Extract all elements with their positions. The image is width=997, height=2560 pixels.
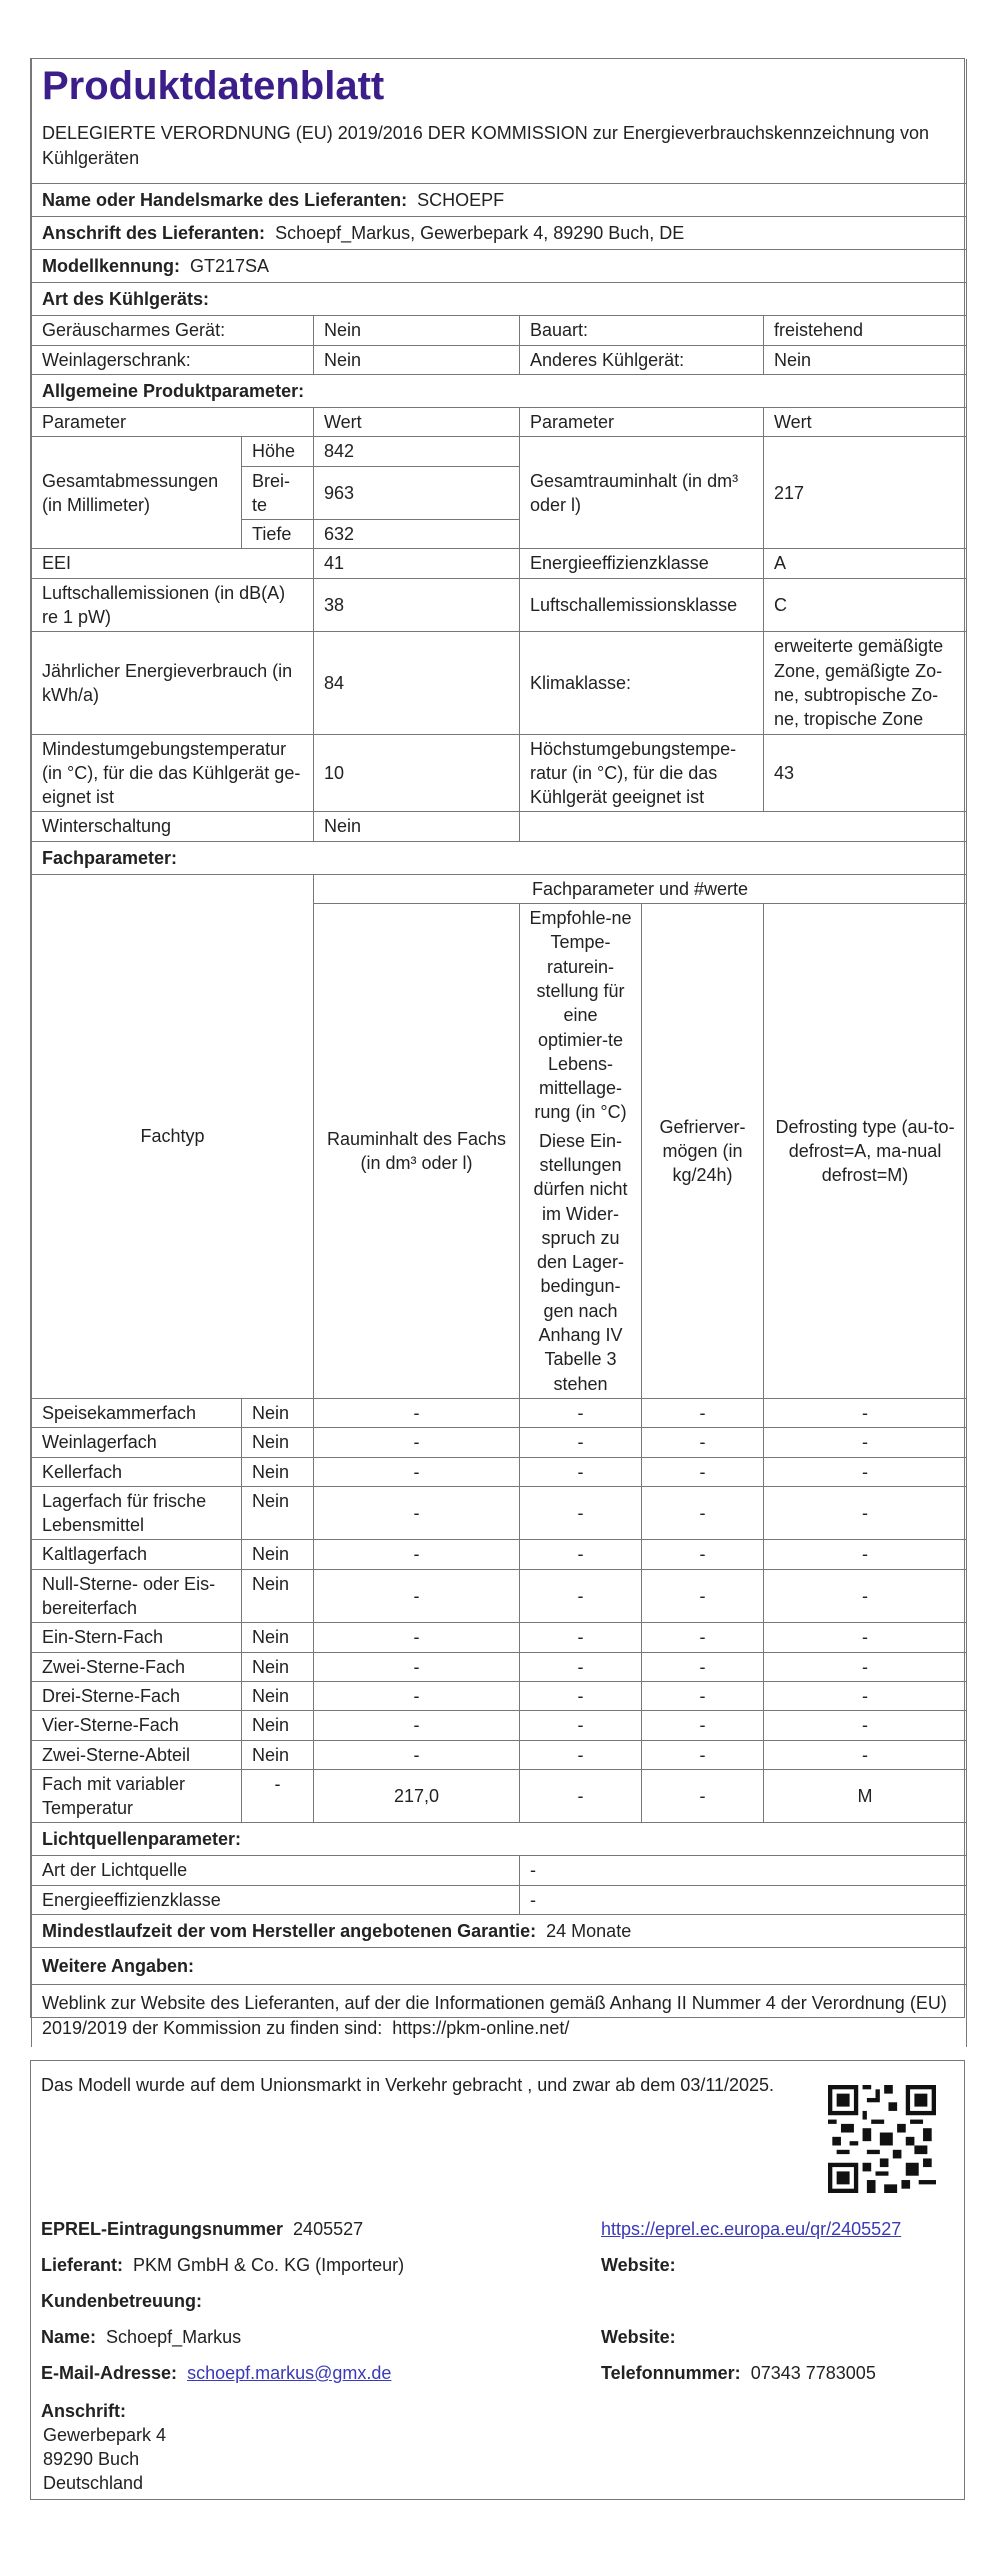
phone-row: Telefonnummer: 07343 7783005 <box>601 2363 876 2383</box>
compartment-temp-header-text: Empfohle-ne Tempe-raturein-stellung für eine optimier-te Lebens-mittellage-rung (in °C) <box>529 908 632 1123</box>
compartment-volume: - <box>314 1681 520 1710</box>
warranty-value: 24 Monate <box>546 1920 632 1941</box>
depth-value: 632 <box>314 520 520 549</box>
compartment-temp: - <box>520 1457 642 1486</box>
compartment-defrost: - <box>764 1652 967 1681</box>
device-type-heading: Art des Kühlgeräts: <box>32 283 967 316</box>
compartment-name: Lagerfach für frische Lebensmittel <box>32 1486 242 1540</box>
general-heading: Allgemeine Produktparameter: <box>32 374 967 407</box>
min-temp-label: Mindestumgebungstemperatur (in °C), für die das Kühlgerät ge-eignet ist <box>32 734 314 812</box>
compartment-freeze: - <box>642 1711 764 1740</box>
compartment-present: Nein <box>242 1428 314 1457</box>
contact-name: Schoepf_Markus <box>106 2327 242 2347</box>
height-label: Höhe <box>242 437 314 466</box>
lower-info-box <box>30 2060 965 2500</box>
design-value: freistehend <box>764 316 967 345</box>
table-row <box>32 1569 967 1623</box>
dimensions-label: Gesamtabmessungen (in Millimeter) <box>32 437 242 549</box>
compartment-temp: - <box>520 1398 642 1427</box>
compartment-defrost: - <box>764 1681 967 1710</box>
compartment-volume: - <box>314 1398 520 1427</box>
annual-energy-value: 84 <box>314 632 520 734</box>
light-heading: Lichtquellenparameter: <box>32 1823 967 1856</box>
compartment-defrost: - <box>764 1398 967 1427</box>
lower-supplier-row: Lieferant: PKM GmbH & Co. KG (Importeur) <box>41 2255 405 2275</box>
compartment-freeze: - <box>642 1486 764 1540</box>
page-subtitle: DELEGIERTE VERORDNUNG (EU) 2019/2016 DER KOMMISSION zur Energieverbrauchskennzeichnung von Kühlgeräten <box>42 123 930 169</box>
table-row <box>32 1740 967 1769</box>
compartment-volume: 217,0 <box>314 1769 520 1823</box>
width-value: 963 <box>314 466 520 520</box>
other-device-value: Nein <box>764 345 967 374</box>
compartment-present: Nein <box>242 1569 314 1623</box>
height-value: 842 <box>314 437 520 466</box>
compartment-defrost: - <box>764 1486 967 1540</box>
compartment-freeze: - <box>642 1740 764 1769</box>
compartment-present: Nein <box>242 1740 314 1769</box>
table-row <box>32 1681 967 1710</box>
value-header-2: Wert <box>764 407 967 436</box>
winter-label: Winterschaltung <box>32 812 314 841</box>
winter-value: Nein <box>314 812 520 841</box>
table-row <box>32 1540 967 1569</box>
compartment-name: Zwei-Sterne-Abteil <box>32 1740 242 1769</box>
compartment-name: Null-Sterne- oder Eis-bereiterfach <box>32 1569 242 1623</box>
compartment-freeze: - <box>642 1428 764 1457</box>
compartment-temp: - <box>520 1681 642 1710</box>
eprel-link[interactable]: https://eprel.ec.europa.eu/qr/2405527 <box>601 2219 902 2239</box>
wine-cabinet-label: Weinlagerschrank: <box>32 345 314 374</box>
low-noise-label: Geräuscharmes Gerät: <box>32 316 314 345</box>
supplier-website[interactable]: https://pkm-online.net/ <box>392 2017 570 2038</box>
eei-label: EEI <box>32 549 314 578</box>
table-row <box>32 1623 967 1652</box>
model-row: Modellkennung: GT217SA <box>32 250 967 283</box>
table-row <box>32 1711 967 1740</box>
min-temp-value: 10 <box>314 734 520 812</box>
market-date-text: Das Modell wurde auf dem Unionsmarkt in Verkehr gebracht , und zwar ab dem 03/11/2025. <box>41 2075 775 2095</box>
supplier-address: Schoepf_Markus, Gewerbepark 4, 89290 Buch, DE <box>275 223 685 244</box>
wine-cabinet-value: Nein <box>314 345 520 374</box>
compartment-defrost: - <box>764 1569 967 1623</box>
compartment-volume-header: Rauminhalt des Fachs (in dm³ oder l) <box>314 904 520 1399</box>
max-temp-label: Höchstumgebungstempe-ratur (in °C), für die das Kühlgerät geeignet ist <box>520 734 764 812</box>
compartment-name: Zwei-Sterne-Fach <box>32 1652 242 1681</box>
compartment-volume: - <box>314 1652 520 1681</box>
compartment-volume: - <box>314 1457 520 1486</box>
supplier-address-row: Anschrift des Lieferanten: Schoepf_Markus, Gewerbepark 4, 89290 Buch, DE <box>32 217 967 250</box>
contact-name-row: Name: Schoepf_Markus <box>41 2327 242 2347</box>
qr-code-icon[interactable] <box>828 2085 936 2193</box>
model-id: GT217SA <box>190 256 270 277</box>
support-label: Kundenbetreuung: <box>41 2291 202 2311</box>
compartment-temp: - <box>520 1569 642 1623</box>
eprel-number: 2405527 <box>293 2219 364 2239</box>
noise-class-label: Luftschallemissionsklasse <box>520 578 764 632</box>
climate-class-value: erweiterte gemäßigte Zone, gemäßigte Zo-ne, subtropische Zo-ne, tropische Zone <box>764 632 967 734</box>
compartment-freeze: - <box>642 1569 764 1623</box>
energy-class-value: A <box>764 549 967 578</box>
compartment-present: Nein <box>242 1540 314 1569</box>
table-row <box>32 1769 967 1823</box>
width-label: Brei-te <box>242 466 314 520</box>
supplier-name-row: Name oder Handelsmarke des Lieferanten: SCHOEPF <box>32 184 967 217</box>
sheet-table <box>31 59 967 2047</box>
compartment-type-header: Fachtyp <box>32 874 314 1398</box>
compartment-defrost-header: Defrosting type (au-to-defrost=A, ma-nual defrost=M) <box>764 904 967 1399</box>
header-cell <box>32 59 967 184</box>
address-label: Anschrift: <box>41 2401 126 2421</box>
website2-label: Website: <box>601 2327 676 2347</box>
volume-label: Gesamtrauminhalt (in dm³ oder l) <box>520 437 764 549</box>
further-heading: Weitere Angaben: <box>32 1948 967 1985</box>
compartment-freeze: - <box>642 1652 764 1681</box>
param-header: Parameter <box>32 407 314 436</box>
volume-value: 217 <box>764 437 967 549</box>
email-link[interactable]: schoepf.markus@gmx.de <box>187 2363 392 2383</box>
compartment-present: Nein <box>242 1652 314 1681</box>
address-line-1: Gewerbepark 4 <box>43 2425 167 2445</box>
compartment-temp-header <box>520 904 642 1399</box>
compartment-freeze: - <box>642 1398 764 1427</box>
compartment-volume: - <box>314 1486 520 1540</box>
value-header: Wert <box>314 407 520 436</box>
table-row <box>32 1457 967 1486</box>
further-info: Weblink zur Website des Lieferanten, auf der die Informationen gemäß Anhang II Nummer 4 der Verordnung (EU) 2019/2019 der Kommission zu finden sind: https://pkm-online.net/ <box>32 1985 967 2047</box>
compartment-temp: - <box>520 1623 642 1652</box>
compartment-volume: - <box>314 1540 520 1569</box>
compartment-group-header: Fachparameter und #werte <box>314 874 967 903</box>
light-type-label: Art der Lichtquelle <box>32 1856 520 1885</box>
compartment-freeze: - <box>642 1623 764 1652</box>
noise-class-value: C <box>764 578 967 632</box>
depth-label: Tiefe <box>242 520 314 549</box>
table-row <box>32 1428 967 1457</box>
address-line-3: Deutschland <box>43 2473 144 2493</box>
design-label: Bauart: <box>520 316 764 345</box>
table-row <box>32 1398 967 1427</box>
light-type-value: - <box>520 1856 967 1885</box>
compartment-name: Speisekammerfach <box>32 1398 242 1427</box>
compartment-present: Nein <box>242 1398 314 1427</box>
noise-label: Luftschallemissionen (in dB(A) re 1 pW) <box>32 578 314 632</box>
compartment-temp: - <box>520 1769 642 1823</box>
compartment-defrost: - <box>764 1457 967 1486</box>
compartment-name: Ein-Stern-Fach <box>32 1623 242 1652</box>
compartment-rows <box>32 1398 967 1822</box>
compartment-freeze: - <box>642 1769 764 1823</box>
compartment-temp: - <box>520 1428 642 1457</box>
noise-value: 38 <box>314 578 520 632</box>
compartment-temp-note: Diese Ein-stellungen dürfen nicht im Wider-spruch zu den Lager-bedingun-gen nach Anhang IV Tabelle 3 stehen <box>533 1130 628 1394</box>
compartment-freeze-header: Gefrierver-mögen (in kg/24h) <box>642 904 764 1399</box>
compartment-present: Nein <box>242 1711 314 1740</box>
compartment-temp: - <box>520 1652 642 1681</box>
website-label: Website: <box>601 2255 676 2275</box>
compartment-defrost: - <box>764 1540 967 1569</box>
warranty-row: Mindestlaufzeit der vom Hersteller angebotenen Garantie: 24 Monate <box>32 1915 967 1948</box>
compartment-present: Nein <box>242 1457 314 1486</box>
compartment-temp: - <box>520 1540 642 1569</box>
compartment-temp: - <box>520 1711 642 1740</box>
empty-cell <box>520 812 967 841</box>
compartment-name: Drei-Sterne-Fach <box>32 1681 242 1710</box>
max-temp-value: 43 <box>764 734 967 812</box>
table-row <box>32 1486 967 1540</box>
compartment-volume: - <box>314 1569 520 1623</box>
phone-number: 07343 7783005 <box>750 2363 876 2383</box>
compartment-name: Fach mit variabler Temperatur <box>32 1769 242 1823</box>
compartment-defrost: - <box>764 1740 967 1769</box>
light-class-label: Energieeffizienzklasse <box>32 1885 520 1914</box>
compartment-present: - <box>242 1769 314 1823</box>
compartment-name: Weinlagerfach <box>32 1428 242 1457</box>
compartment-defrost: - <box>764 1428 967 1457</box>
compartment-volume: - <box>314 1740 520 1769</box>
energy-class-label: Energieeffizienzklasse <box>520 549 764 578</box>
low-noise-value: Nein <box>314 316 520 345</box>
compartments-heading: Fachparameter: <box>32 841 967 874</box>
compartment-freeze: - <box>642 1457 764 1486</box>
compartment-defrost: - <box>764 1623 967 1652</box>
compartment-name: Kaltlagerfach <box>32 1540 242 1569</box>
compartment-freeze: - <box>642 1681 764 1710</box>
light-class-value: - <box>520 1885 967 1914</box>
compartment-name: Kellerfach <box>32 1457 242 1486</box>
param-header-2: Parameter <box>520 407 764 436</box>
compartment-defrost: - <box>764 1711 967 1740</box>
email-row: E-Mail-Adresse: schoepf.markus@gmx.de <box>41 2363 392 2383</box>
compartment-temp: - <box>520 1486 642 1540</box>
page-title: Produktdatenblatt <box>42 64 385 108</box>
compartment-volume: - <box>314 1428 520 1457</box>
annual-energy-label: Jährlicher Energieverbrauch (in kWh/a) <box>32 632 314 734</box>
compartment-temp: - <box>520 1740 642 1769</box>
compartment-present: Nein <box>242 1486 314 1540</box>
product-data-sheet <box>30 58 965 2038</box>
table-row <box>32 1652 967 1681</box>
compartment-present: Nein <box>242 1681 314 1710</box>
other-device-label: Anderes Kühlgerät: <box>520 345 764 374</box>
address-line-2: 89290 Buch <box>43 2449 140 2469</box>
compartment-volume: - <box>314 1711 520 1740</box>
lower-supplier: PKM GmbH & Co. KG (Importeur) <box>133 2255 405 2275</box>
supplier-name: SCHOEPF <box>417 190 505 211</box>
compartment-volume: - <box>314 1623 520 1652</box>
eei-value: 41 <box>314 549 520 578</box>
climate-class-label: Klimaklasse: <box>520 632 764 734</box>
compartment-name: Vier-Sterne-Fach <box>32 1711 242 1740</box>
compartment-defrost: M <box>764 1769 967 1823</box>
compartment-present: Nein <box>242 1623 314 1652</box>
compartment-freeze: - <box>642 1540 764 1569</box>
eprel-row: EPREL-Eintragungsnummer 2405527 <box>41 2219 364 2239</box>
